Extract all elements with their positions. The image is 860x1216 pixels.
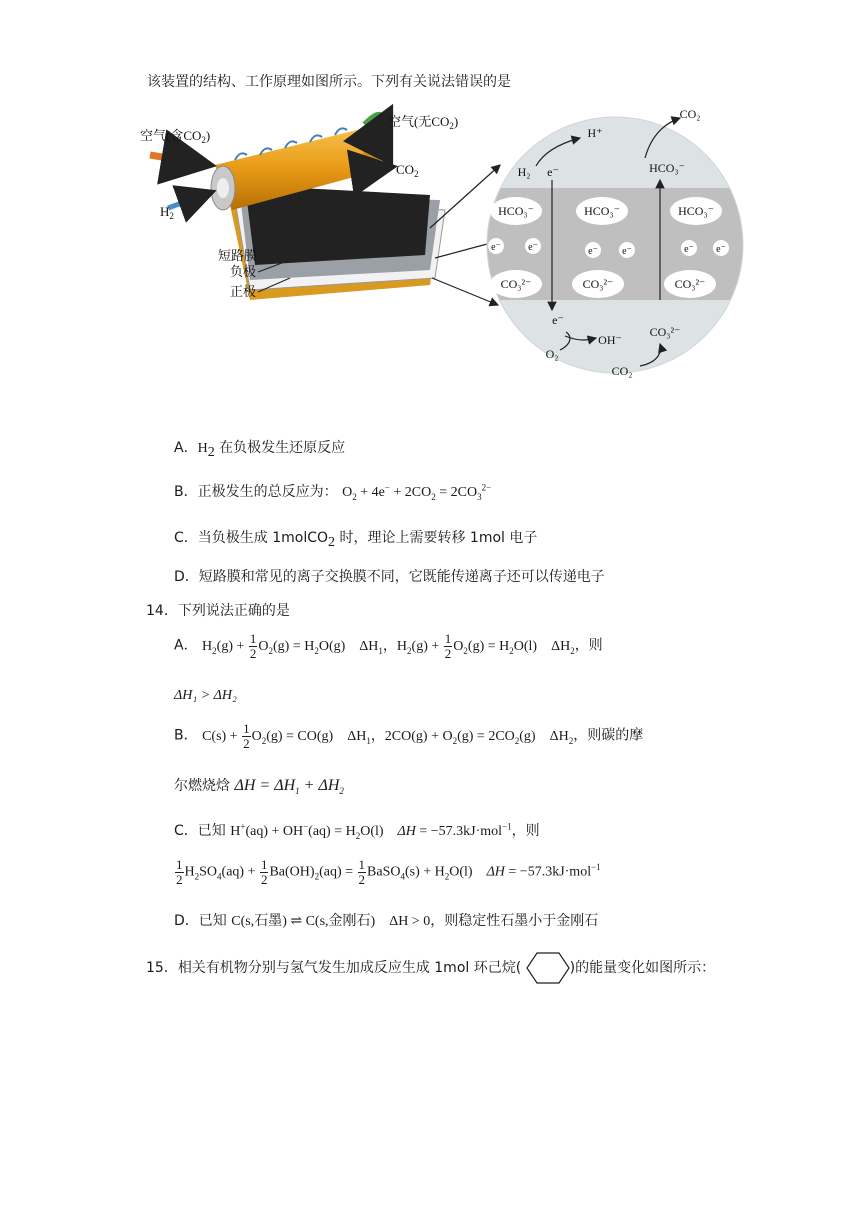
electron: e⁻ xyxy=(622,246,632,257)
q14-option-b-line2: 尔燃烧焓 $\Delta H = \Delta H_1 + \Delta H_2$ xyxy=(174,777,344,797)
electron: e⁻ xyxy=(588,246,598,257)
co2-label: $CO_2$ xyxy=(396,162,419,179)
q14-option-c: C．已知 $H^+(aq) + OH^-(aq) = H_2O(l)$ ΔH = −57.3kJ·mol$^{-1}$，则 xyxy=(174,821,540,841)
air-in-label: 空气(含$CO_2$) xyxy=(140,128,211,145)
co2-bottom-label: CO₂ xyxy=(611,364,633,378)
hco3-ion: HCO₃⁻ xyxy=(498,204,534,218)
q15-stem: 15．相关有机物分别与氢气发生加成反应生成 1mol 环己烷( )的能量变化如图所示： xyxy=(146,958,715,978)
q14-option-a: A． $H_2(g)$ + $\frac{1}{2}$ $O_2(g) = H_2O(g)$ $\Delta H_1$，$H_2(g)$ + $\frac{1}{2}$ $O_2(g) = H_2O(l)$ $\Delta H_2$，则 xyxy=(174,631,603,661)
h2-label: $H_2$ xyxy=(160,204,174,221)
q14-option-c-line2: $\frac{1}{2}$ $H_2SO_4(aq)$ + $\frac{1}{2}$ $Ba(OH)_2(aq)$ = $\frac{1}{2}$ BaSO$_4$(s) + $H_2O(l)$ ΔH = −57.3kJ·mol$^{-1}$ xyxy=(176,857,601,887)
q14-stem: 14．下列说法正确的是 xyxy=(146,603,290,619)
electron: e⁻ xyxy=(716,244,726,255)
hco3-ion: HCO₃⁻ xyxy=(678,204,714,218)
q14-option-a-line2: ΔH₁ > ΔH₂ xyxy=(174,688,237,703)
electrode-layers xyxy=(230,185,445,300)
co2-top-label: CO₂ xyxy=(679,107,701,121)
co2-out-arrow xyxy=(372,167,392,170)
e-top-label: e⁻ xyxy=(547,165,559,179)
fuel-cell-diagram xyxy=(140,100,760,400)
cyclohexane-icon xyxy=(526,950,570,986)
electron: e⁻ xyxy=(528,242,538,253)
q13-option-c: C．当负极生成 1molCO$_2$ 时，理论上需要转移 1mol 电子 xyxy=(174,530,538,550)
hco3-top-label: HCO₃⁻ xyxy=(649,161,685,175)
co3-bottom-label: CO₃²⁻ xyxy=(649,325,681,339)
oh-label: OH⁻ xyxy=(598,333,622,347)
q13-option-b: B．正极发生的总反应为： $O_2 + 4e^- + 2CO_2 = 2CO_3^{2-}$ xyxy=(174,482,492,502)
electron: e⁻ xyxy=(491,242,501,253)
electron: e⁻ xyxy=(684,244,694,255)
air-in-arrow xyxy=(150,155,210,165)
q14-option-b: B． C(s) + $\frac{1}{2}$ $O_2(g) = CO(g)$ $\Delta H_1$，$2CO(g) + O_2(g) = 2CO_2(g)$ $\Delta H_2$，则碳的摩 xyxy=(174,721,644,751)
co3-ion: CO₃²⁻ xyxy=(674,277,706,291)
co3-ion: CO₃²⁻ xyxy=(500,277,532,291)
q13-option-a: A．$H_2$ 在负极发生还原反应 xyxy=(174,440,346,460)
layer-positive-label: 正极 xyxy=(230,284,257,299)
hplus-label: H⁺ xyxy=(587,126,603,140)
layer-short-circuit-label: 短路膜 xyxy=(218,248,258,263)
q14-option-d: D．已知 C(s,石墨) ⇌ C(s,金刚石) ΔH > 0，则稳定性石墨小于金刚石 xyxy=(174,913,599,929)
h2-circle-label: H₂ xyxy=(517,165,531,179)
o2-label: O₂ xyxy=(545,347,559,361)
mechanism-circle xyxy=(480,107,750,378)
air-out-arrow xyxy=(365,115,385,125)
intro-text: 该装置的结构、工作原理如图所示。下列有关说法错误的是 xyxy=(147,74,511,90)
air-out-label: 空气(无$CO_2$) xyxy=(388,114,459,131)
h2-in-arrow xyxy=(168,192,212,208)
co3-ion: CO₃²⁻ xyxy=(582,277,614,291)
e-bottom-label: e⁻ xyxy=(552,313,564,327)
layer-negative-label: 负极 xyxy=(230,264,257,279)
q13-option-d: D．短路膜和常见的离子交换膜不同，它既能传递离子还可以传递电子 xyxy=(174,569,605,585)
hco3-ion: HCO₃⁻ xyxy=(584,204,620,218)
